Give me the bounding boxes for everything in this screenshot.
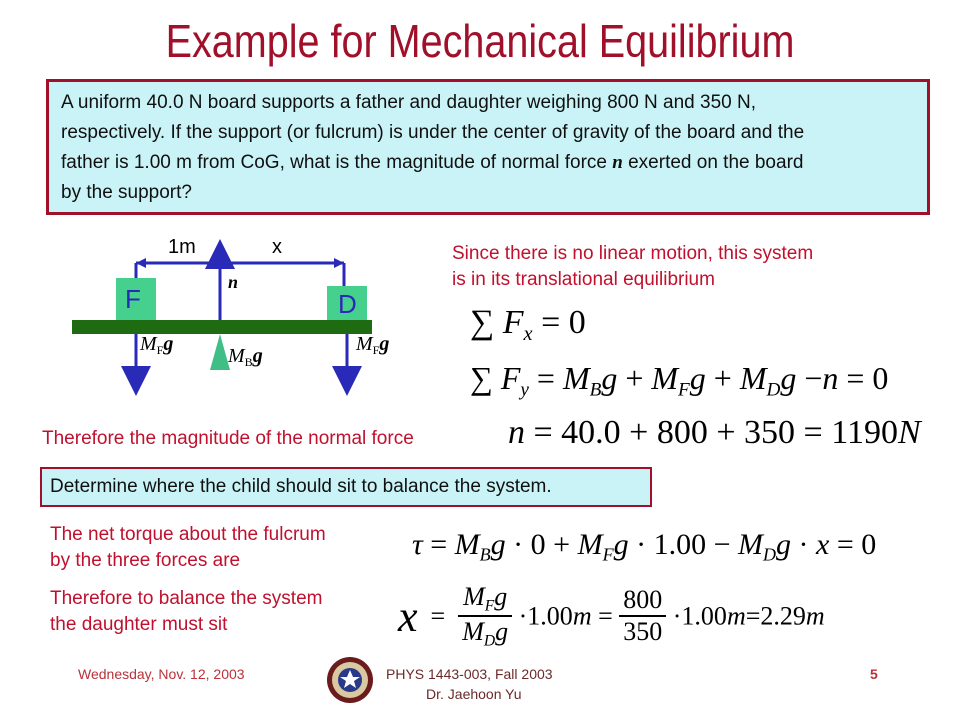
equilibrium-statement: Since there is no linear motion, this system is in its translational equilibrium xyxy=(452,243,814,290)
footer-date: Wednesday, Nov. 12, 2003 xyxy=(78,666,245,682)
label-x: x xyxy=(272,236,282,258)
lever-diagram xyxy=(40,230,420,410)
father-weight-label: $M_Fg$ xyxy=(140,333,174,358)
university-seal-icon xyxy=(326,656,374,704)
page-number: 5 xyxy=(870,666,878,682)
label-n: n xyxy=(228,272,239,292)
balance-text: Therefore to balance the system the daughter must sit xyxy=(50,588,323,635)
equation-sum-fy: ∑ $F_y = M_Bg + M_Fg + M_Dg -n = 0$ xyxy=(470,360,889,401)
problem-box xyxy=(46,79,930,215)
equation-sum-fx: ∑ $F_x = 0$ xyxy=(470,304,586,346)
normal-force-symbol: n xyxy=(612,152,623,173)
task-box: Determine where the child should sit to balance the system. xyxy=(40,467,652,507)
torque-text: The net torque about the fulcrum by the three forces are xyxy=(50,524,326,571)
problem-line-2: respectively. If the support (or fulcrum) is under the center of gravity of the board and the xyxy=(61,122,805,143)
slide-title: Example for Mechanical Equilibrium xyxy=(165,15,795,67)
fulcrum-support xyxy=(210,334,230,370)
equation-position: x = $\frac{M_Fg}{M_Dg}$ ·1.00m = $\frac{800}{350}$ ·1.00m=2.29m xyxy=(398,582,825,650)
board xyxy=(72,320,372,334)
board-weight-label: $M_Bg$ xyxy=(228,345,263,370)
daughter-weight-label: $M_Fg$ xyxy=(356,333,390,358)
label-daughter: D xyxy=(338,289,357,319)
label-father: F xyxy=(125,284,141,314)
problem-line-3: father is 1.00 m from CoG, what is the magnitude of normal force n exerted on the board xyxy=(61,152,804,173)
equation-torque: $\tau = M_Bg \cdot 0 + M_Fg \cdot 1.00 - M_Dg \cdot x = 0$ xyxy=(412,528,877,565)
footer-course: PHYS 1443-003, Fall 2003 xyxy=(386,666,553,682)
equation-normal-force: n = 40.0 + 800 + 350 = 1190N xyxy=(508,414,921,451)
label-1m: 1m xyxy=(168,236,196,258)
problem-line-4: by the support? xyxy=(61,182,192,203)
problem-line-1: A uniform 40.0 N board supports a father and daughter weighing 800 N and 350 N, xyxy=(61,92,757,113)
normal-force-text: Therefore the magnitude of the normal force xyxy=(42,428,414,449)
footer-instructor: Dr. Jaehoon Yu xyxy=(426,686,522,702)
